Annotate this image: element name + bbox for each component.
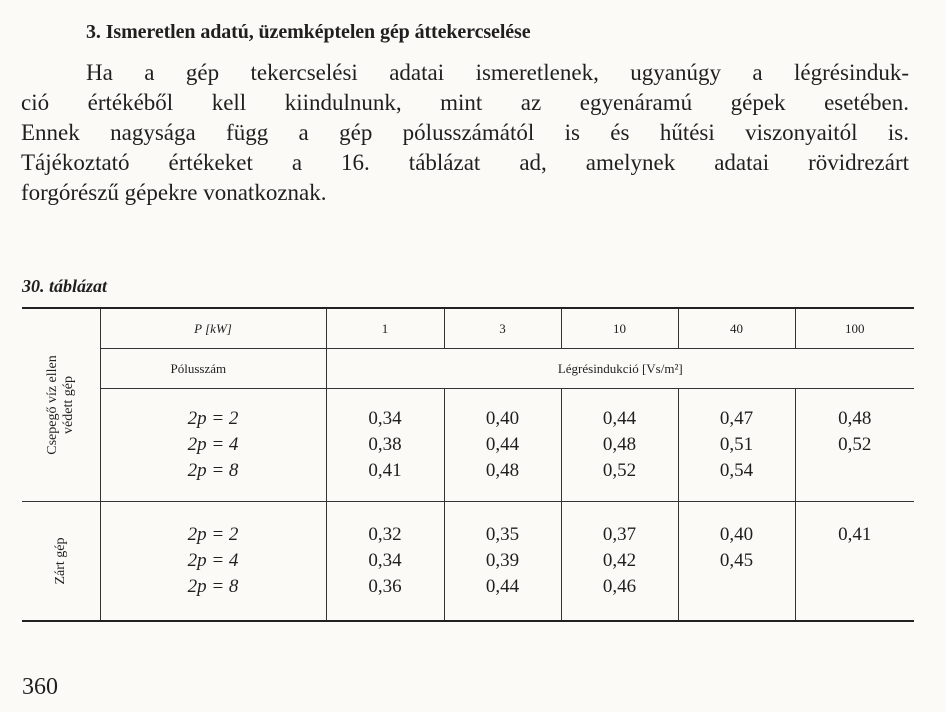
induction-value bbox=[796, 548, 915, 574]
group-label-cell bbox=[22, 502, 100, 621]
power-header: P [kW] bbox=[100, 308, 326, 349]
table-container bbox=[22, 307, 914, 629]
induction-value: 0,37 bbox=[602, 523, 637, 545]
pole-label: 2p = 2 bbox=[187, 523, 239, 545]
induction-value: 0,47 bbox=[719, 408, 754, 429]
pole-label: 2p = 8 bbox=[187, 460, 239, 481]
value-cell bbox=[561, 389, 678, 502]
induction-value: 0,32 bbox=[368, 523, 402, 545]
induction-value: 0,35 bbox=[485, 523, 520, 545]
induction-value: 0,48 bbox=[485, 460, 520, 481]
value-cell bbox=[795, 502, 914, 621]
section-heading: 3. Ismeretlen adatú, üzemképtelen gép áttekercselése bbox=[86, 21, 531, 43]
table-caption: 30. táblázat bbox=[22, 276, 108, 296]
value-cell bbox=[678, 502, 795, 621]
paragraph-line: forgórészű gépekre vonatkoznak. bbox=[21, 180, 327, 205]
power-value: 10 bbox=[561, 308, 678, 349]
table-header-row-power bbox=[22, 308, 914, 349]
induction-value: 0,40 bbox=[485, 408, 520, 429]
induction-value: 0,40 bbox=[719, 523, 754, 545]
table-row bbox=[22, 502, 914, 621]
pole-count-header: Pólusszám bbox=[100, 349, 326, 389]
induction-value: 0,38 bbox=[368, 434, 402, 455]
paragraph-line: Tájékoztató értékeket a 16. táblázat ad, amelynek adatai rövidrezárt bbox=[21, 150, 909, 175]
group-label-line: Zárt gép bbox=[52, 537, 68, 585]
table-header-row-poles bbox=[22, 349, 914, 389]
group-label-cell bbox=[22, 308, 100, 502]
group-label-line: Csepegő víz ellen bbox=[44, 355, 60, 455]
induction-value: 0,44 bbox=[485, 434, 520, 455]
value-cell bbox=[444, 389, 561, 502]
pole-cell bbox=[100, 502, 326, 621]
induction-value: 0,34 bbox=[368, 549, 402, 571]
induction-value: 0,54 bbox=[719, 460, 754, 481]
value-cell bbox=[795, 389, 914, 502]
induction-value: 0,48 bbox=[602, 434, 637, 455]
power-value: 40 bbox=[678, 308, 795, 349]
induction-value bbox=[679, 574, 795, 600]
induction-value: 0,52 bbox=[838, 434, 872, 455]
induction-header: Légrésindukció [Vs/m²] bbox=[326, 349, 914, 389]
power-value: 1 bbox=[326, 308, 444, 349]
paragraph-line: Ha a gép tekercselési adatai ismeretlenek, ugyanúgy a légrésinduk- bbox=[86, 60, 909, 85]
pole-label: 2p = 8 bbox=[187, 575, 239, 597]
induction-value: 0,36 bbox=[368, 575, 402, 597]
value-cell bbox=[444, 502, 561, 621]
induction-value bbox=[796, 574, 915, 600]
induction-value: 0,52 bbox=[602, 460, 637, 481]
group-label-line: védett gép bbox=[60, 376, 76, 434]
pole-label: 2p = 2 bbox=[187, 408, 239, 429]
table-row bbox=[22, 389, 914, 502]
induction-value: 0,39 bbox=[485, 549, 520, 571]
induction-value: 0,34 bbox=[368, 408, 402, 429]
group-label bbox=[53, 537, 69, 584]
induction-value: 0,48 bbox=[838, 408, 872, 429]
body-paragraph bbox=[21, 58, 909, 208]
induction-value: 0,51 bbox=[719, 434, 754, 455]
induction-value: 0,41 bbox=[368, 460, 402, 481]
value-cell bbox=[561, 502, 678, 621]
pole-cell bbox=[100, 389, 326, 502]
induction-value: 0,44 bbox=[485, 575, 520, 597]
induction-value: 0,45 bbox=[719, 549, 754, 571]
induction-value: 0,44 bbox=[602, 408, 637, 429]
induction-value: 0,46 bbox=[602, 575, 637, 597]
value-cell bbox=[326, 389, 444, 502]
power-value: 100 bbox=[795, 308, 914, 349]
paragraph-line: Ennek nagysága függ a gép pólusszámától is és hűtési viszonyaitól is. bbox=[21, 120, 909, 145]
induction-value bbox=[796, 458, 915, 484]
page-number: 360 bbox=[22, 674, 58, 700]
pole-label: 2p = 4 bbox=[187, 549, 239, 571]
induction-table bbox=[22, 307, 914, 622]
paragraph-line: ció értékéből kell kiindulnunk, mint az egyenáramú gépek esetében. bbox=[21, 90, 909, 115]
pole-label: 2p = 4 bbox=[187, 434, 239, 455]
induction-value: 0,42 bbox=[602, 549, 637, 571]
power-value: 3 bbox=[444, 308, 561, 349]
value-cell bbox=[678, 389, 795, 502]
group-label bbox=[45, 355, 77, 455]
induction-value: 0,41 bbox=[838, 523, 872, 545]
value-cell bbox=[326, 502, 444, 621]
